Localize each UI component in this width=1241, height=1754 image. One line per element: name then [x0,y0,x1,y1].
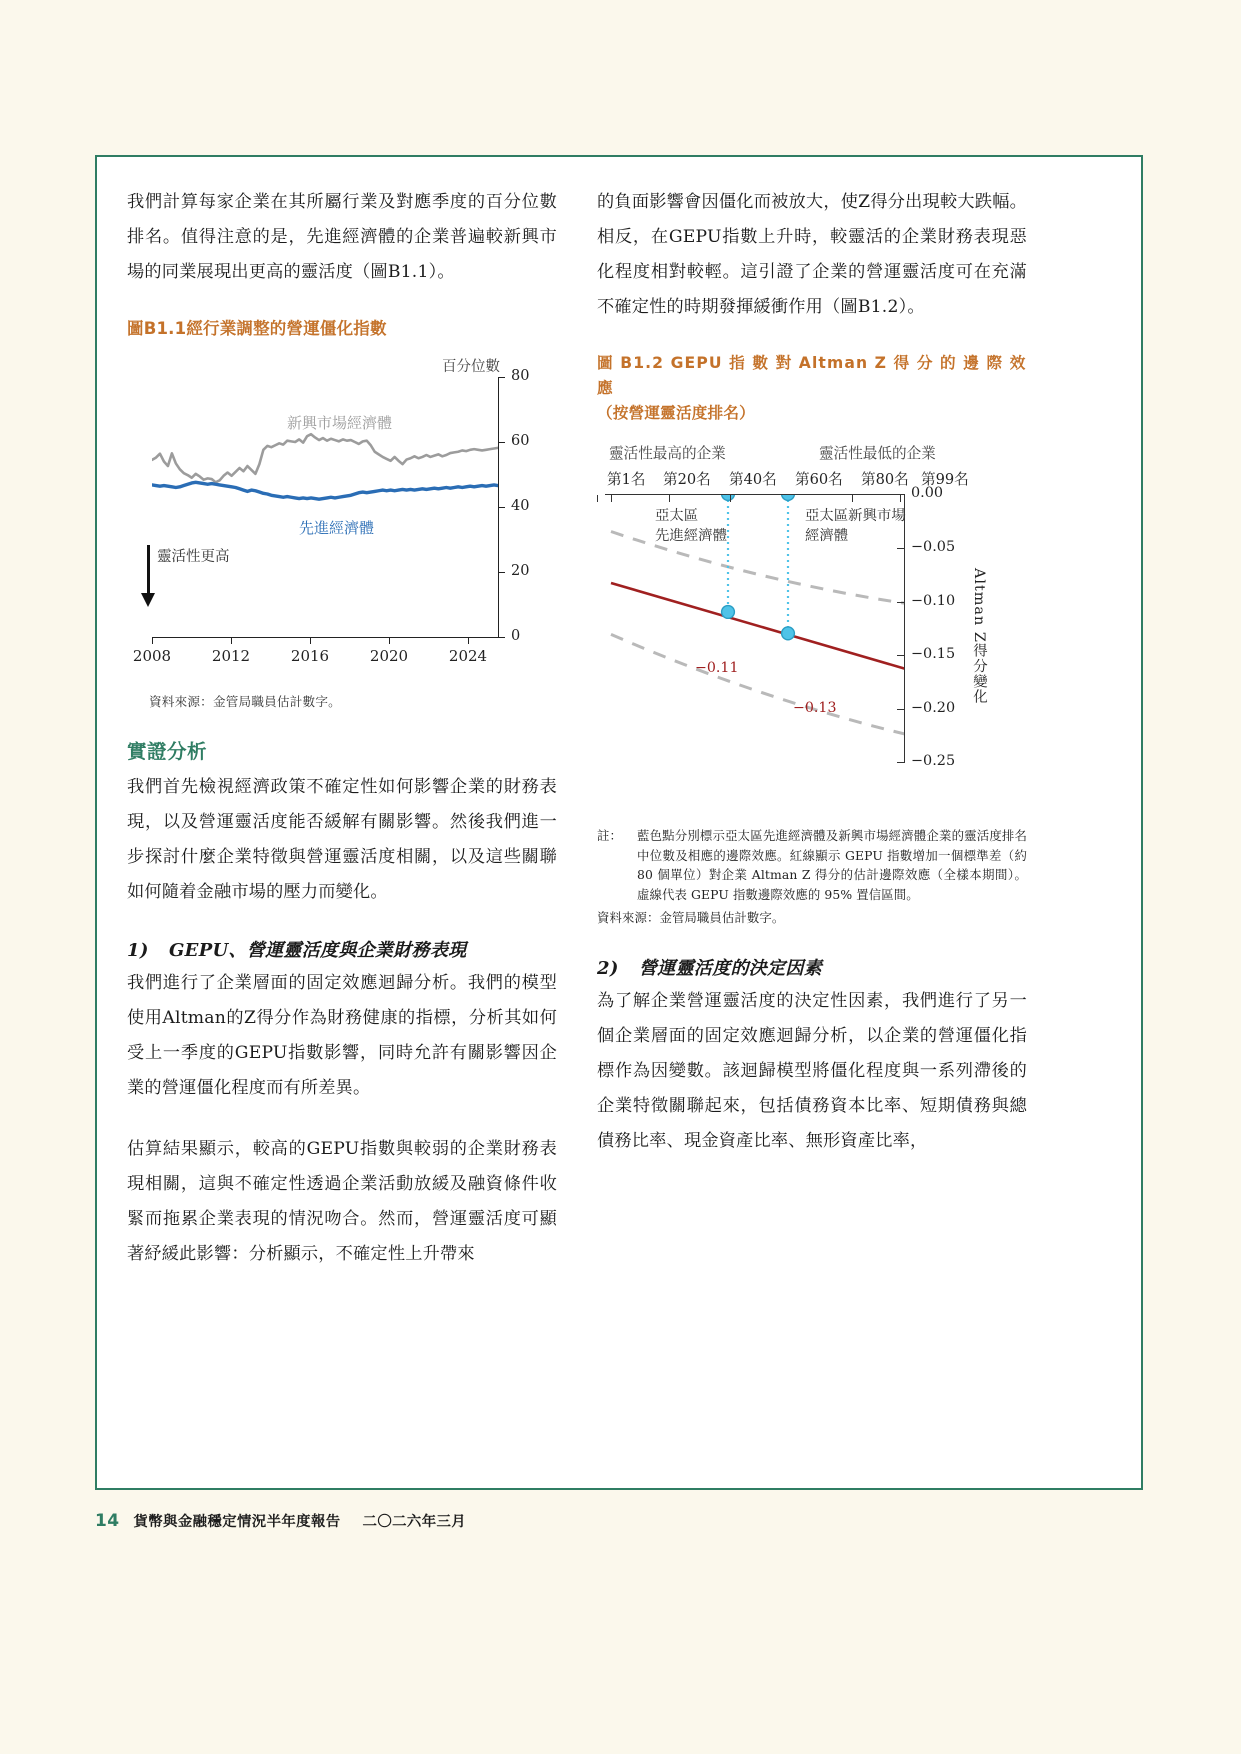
subsection-1-paragraph-1: 我們進行了企業層面的固定效應迴歸分析。我們的模型使用Altman的Z得分作為財務健康的指標，分析其如何受上一季度的GEPU指數影響，同時允許有關影響因企業的營運僵化程度而有所差異。 [127,973,557,1098]
flexibility-arrow-head [141,593,155,607]
y-tick-80 [498,377,505,378]
y-tick-label-20: 20 [511,563,530,579]
value-label-advanced: −0.11 [695,660,739,676]
figure-b12-source: 資料來源：金管局職員估計數字。 [597,910,785,925]
annotation-emerging-line1: 亞太區新興市場 [805,508,906,524]
y-tick-40 [498,507,505,508]
rank-label-1: 第1名 [607,471,646,488]
series-label-emerging-markets: 新興市場經濟體 [287,414,393,432]
figure-b11-chart [127,355,557,685]
x-tick-2016 [310,637,311,644]
x-tick-label-2016: 2016 [290,647,330,665]
page-frame [95,155,1143,1490]
figure-b12-header-least-flexible: 靈活性最低的企業 [819,445,936,462]
rank-label-40: 第40名 [729,471,777,488]
rank-label-20: 第20名 [663,471,711,488]
figure-b11-title-text: 經行業調整的營運僵化指數 [186,319,387,338]
x-tick-label-2012: 2012 [211,647,251,665]
data-point-advanced [722,606,735,619]
footer-date: 二〇二六年三月 [362,1514,467,1530]
page-footer [95,1510,466,1531]
data-point-emerging [782,627,795,640]
x-tick-rank-1 [611,495,612,502]
value-label-emerging: −0.13 [793,700,837,716]
y-tick--0.20 [897,709,905,710]
y-tick-0 [498,637,505,638]
confidence-band-lower [611,634,905,734]
x-tick-label-2024: 2024 [448,647,488,665]
x-tick-label-2008: 2008 [132,647,172,665]
y-tick--0.25 [897,762,905,763]
x-tick-2008 [152,637,153,644]
flexibility-arrow-label: 靈活性更高 [157,549,230,565]
figure-b11-y-axis-unit: 百分位數 [442,359,500,375]
y-tick--0.15 [897,655,905,656]
y-tick-label--0.10: −0.10 [911,593,956,609]
x-tick-rank-99 [900,495,901,502]
rank-label-99: 第99名 [921,471,969,488]
right-column [597,185,1027,1159]
x-tick-rank-20 [669,495,670,502]
left-column [127,185,557,1272]
y-tick-0.00 [897,494,905,495]
spacer [597,928,1027,954]
spacer [127,1106,557,1132]
y-tick-label--0.05: −0.05 [911,539,956,555]
figure-b11-x-axis [152,637,499,638]
y-tick-label--0.25: −0.25 [911,753,956,769]
y-tick-label-0: 0 [511,628,521,644]
figure-b12-plot-svg [605,494,905,762]
figure-b12-title [597,351,1027,426]
x-tick-label-2020: 2020 [369,647,409,665]
figure-b12-top-axis [605,494,905,495]
annotation-emerging-line2: 經濟體 [805,528,849,544]
series-line-advanced-economies [152,482,498,499]
rank-label-60: 第60名 [795,471,843,488]
analysis-paragraph: 我們首先檢視經濟政策不確定性如何影響企業的財務表現，以及營運靈活度能否緩解有關影響。然後我們進一步探討什麼企業特徵與營運靈活度相關，以及這些關聯如何隨着金融市場的壓力而變化。 [127,777,557,902]
footer-report-title: 貨幣與金融穩定情況半年度報告 [133,1514,341,1530]
y-tick-label-40: 40 [511,498,530,514]
figure-b12-title-line2: （按營運靈活度排名） [597,404,755,422]
y-tick-60 [498,442,505,443]
x-tick-rank-40 [730,495,731,502]
figure-b12-note-row [597,826,1027,904]
figure-b11-title [127,316,557,341]
figure-b12-right-axis [904,494,905,762]
figure-b12-note-text: 藍色點分別標示亞太區先進經濟體及新興市場經濟體企業的靈活度排名中位數及相應的邊際效應。紅線顯示 GEPU 指數增加一個標準差（約 80 個單位）對企業 Altman Z 得分的估計邊際效應（全樣本期間）。虛線代表 GEPU 指數邊際效應的 95% 置信區間。 [637,828,1027,902]
y-tick--0.05 [897,548,905,549]
spacer [127,710,557,736]
series-label-advanced-economies: 先進經濟體 [299,519,375,537]
annotation-advanced-line1: 亞太區 [655,508,699,524]
subsection-1-paragraph-2: 估算結果顯示，較高的GEPU指數與較弱的企業財務表現相關，這與不確定性透過企業活動放緩及融資條件收緊而拖累企業表現的情況吻合。然而，營運靈活度可顯著紓緩此影響：分析顯示，不確定性上升帶來 [127,1139,557,1264]
flexibility-arrow-shaft [147,545,150,597]
x-tick-rank-60 [597,495,598,502]
two-column-layout [97,157,1141,1488]
spacer [127,910,557,936]
figure-b12-header-most-flexible: 靈活性最高的企業 [609,445,726,462]
figure-b12-note-key: 註： [597,828,622,843]
figure-b11-title-prefix: 圖B1.1 [127,319,187,338]
subsection-2-number: 2) [597,957,619,979]
x-tick-2020 [389,637,390,644]
section-heading-empirical-analysis: 實證分析 [127,740,208,763]
figure-b11-source: 資料來源：金管局職員估計數字。 [149,694,341,709]
y-tick--0.10 [897,602,905,603]
subsection-1-title: GEPU、營運靈活度與企業財務表現 [169,940,467,961]
figure-b12-notes [597,826,1027,928]
y-tick-20 [498,572,505,573]
x-tick-2024 [468,637,469,644]
subsection-2-title: 營運靈活度的決定因素 [639,957,822,979]
figure-b12-title-line1: 圖 B1.2 GEPU 指 數 對 Altman Z 得 分 的 邊 際 效 應 [597,354,1027,397]
rank-label-80: 第80名 [861,471,909,488]
subsection-1-number: 1) [127,940,149,961]
x-tick-2012 [231,637,232,644]
annotation-advanced-line2: 先進經濟體 [655,528,727,544]
figure-b12-y-axis-title: Altman Z得分變化 [971,568,987,705]
spacer [597,325,1027,351]
y-tick-label--0.20: −0.20 [911,700,956,716]
subsection-2-paragraph: 為了解企業營運靈活度的決定性因素，我們進行了另一個企業層面的固定效應迴歸分析，以企業的營運僵化指標作為因變數。該迴歸模型將僵化程度與一系列滯後的企業特徵關聯起來，包括債務資本比率、短期債務與總債務比率、現金資產比率、無形資產比率， [597,990,1027,1151]
y-tick-label-60: 60 [511,433,530,449]
y-tick-label--0.15: −0.15 [911,646,956,662]
intro-paragraph: 我們計算每家企業在其所屬行業及對應季度的百分位數排名。值得注意的是，先進經濟體的企業普遍較新興市場的同業展現出更高的靈活度（圖B1.1）。 [127,192,557,282]
x-tick-rank-80 [852,495,853,502]
subsection-1-heading [127,936,557,962]
page-number: 14 [95,1511,120,1531]
y-tick-label-0.00: 0.00 [911,485,944,501]
right-top-paragraph: 的負面影響會因僵化而被放大，使Z得分出現較大跌幅。相反，在GEPU指數上升時，較靈活的企業財務表現惡化程度相對較輕。這引證了企業的營運靈活度可在充滿不確定性的時期發揮緩衝作用（圖B1.2）。 [597,192,1027,317]
figure-b12-chart [597,438,1027,818]
subsection-2-heading [597,954,1027,980]
spacer [127,290,557,316]
y-tick-label-80: 80 [511,368,530,384]
series-line-emerging-markets [152,434,498,482]
